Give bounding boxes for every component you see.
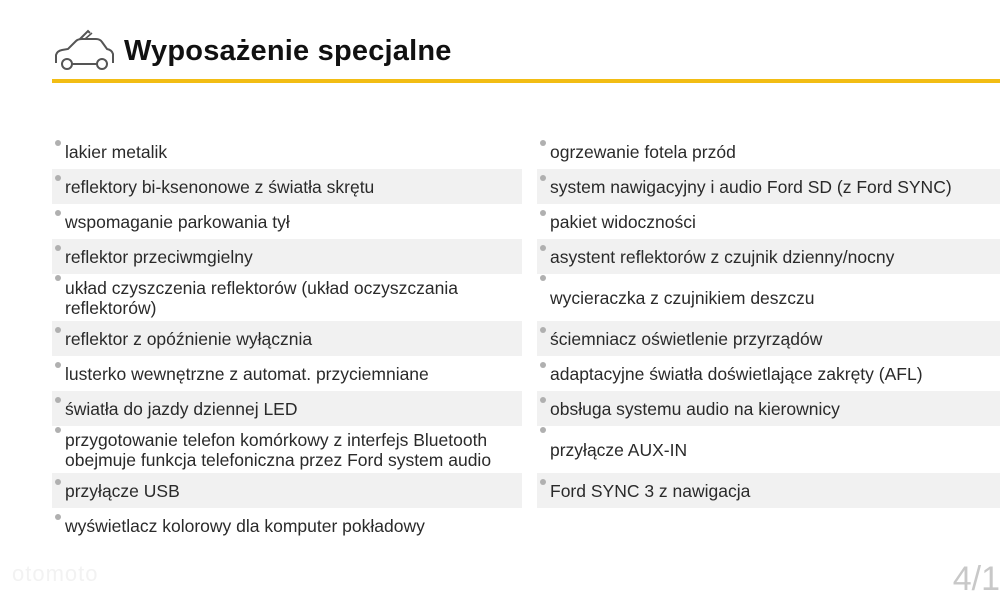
bullet-icon	[55, 175, 61, 181]
bullet-icon	[55, 479, 61, 485]
list-item: obsługa systemu audio na kierownicy	[537, 391, 1000, 426]
bullet-icon	[540, 427, 546, 433]
list-item: wyświetlacz kolorowy dla komputer pokładowy	[52, 508, 522, 543]
page-title: Wyposażenie specjalne	[124, 34, 452, 67]
list-item: przyłącze AUX-IN	[537, 426, 1000, 473]
bullet-icon	[55, 397, 61, 403]
list-item: wycieraczka z czujnikiem deszczu	[537, 274, 1000, 321]
bullet-icon	[540, 479, 546, 485]
bullet-icon	[540, 140, 546, 146]
list-item: adaptacyjne światła doświetlające zakręty (AFL)	[537, 356, 1000, 391]
bullet-icon	[540, 275, 546, 281]
list-item: ściemniacz oświetlenie przyrządów	[537, 321, 1000, 356]
list-item: lusterko wewnętrzne z automat. przyciemniane	[52, 356, 522, 391]
list-item: asystent reflektorów z czujnik dzienny/nocny	[537, 239, 1000, 274]
bullet-icon	[540, 175, 546, 181]
bullet-icon	[540, 362, 546, 368]
page-indicator: 4/1	[952, 560, 1000, 596]
bullet-icon	[540, 397, 546, 403]
bullet-icon	[55, 362, 61, 368]
title-underline	[52, 79, 1000, 83]
bullet-icon	[55, 140, 61, 146]
bullet-icon	[55, 245, 61, 251]
list-item: lakier metalik	[52, 134, 522, 169]
list-item: reflektory bi-ksenonowe z światła skrętu	[52, 169, 522, 204]
section-header	[52, 22, 1000, 80]
bullet-icon	[540, 327, 546, 333]
list-item: przygotowanie telefon komórkowy z interfejs Bluetooth obejmuje funkcja telefoniczna przez Ford system audio	[52, 426, 522, 473]
equipment-list-left	[52, 134, 522, 543]
list-item: układ czyszczenia reflektorów (układ oczyszczania reflektorów)	[52, 274, 522, 321]
bullet-icon	[540, 245, 546, 251]
bullet-icon	[55, 427, 61, 433]
bullet-icon	[540, 210, 546, 216]
bullet-icon	[55, 514, 61, 520]
equipment-list-right	[537, 134, 1000, 508]
list-item: Ford SYNC 3 z nawigacja	[537, 473, 1000, 508]
bullet-icon	[55, 275, 61, 281]
list-item: wspomaganie parkowania tył	[52, 204, 522, 239]
watermark: otomoto	[12, 561, 99, 586]
list-item: światła do jazdy dziennej LED	[52, 391, 522, 426]
car-door-icon	[52, 29, 116, 73]
list-item: reflektor przeciwmgielny	[52, 239, 522, 274]
list-item: ogrzewanie fotela przód	[537, 134, 1000, 169]
list-item: przyłącze USB	[52, 473, 522, 508]
bullet-icon	[55, 327, 61, 333]
bullet-icon	[55, 210, 61, 216]
list-item: system nawigacyjny i audio Ford SD (z Ford SYNC)	[537, 169, 1000, 204]
list-item: pakiet widoczności	[537, 204, 1000, 239]
list-item: reflektor z opóźnienie wyłącznia	[52, 321, 522, 356]
